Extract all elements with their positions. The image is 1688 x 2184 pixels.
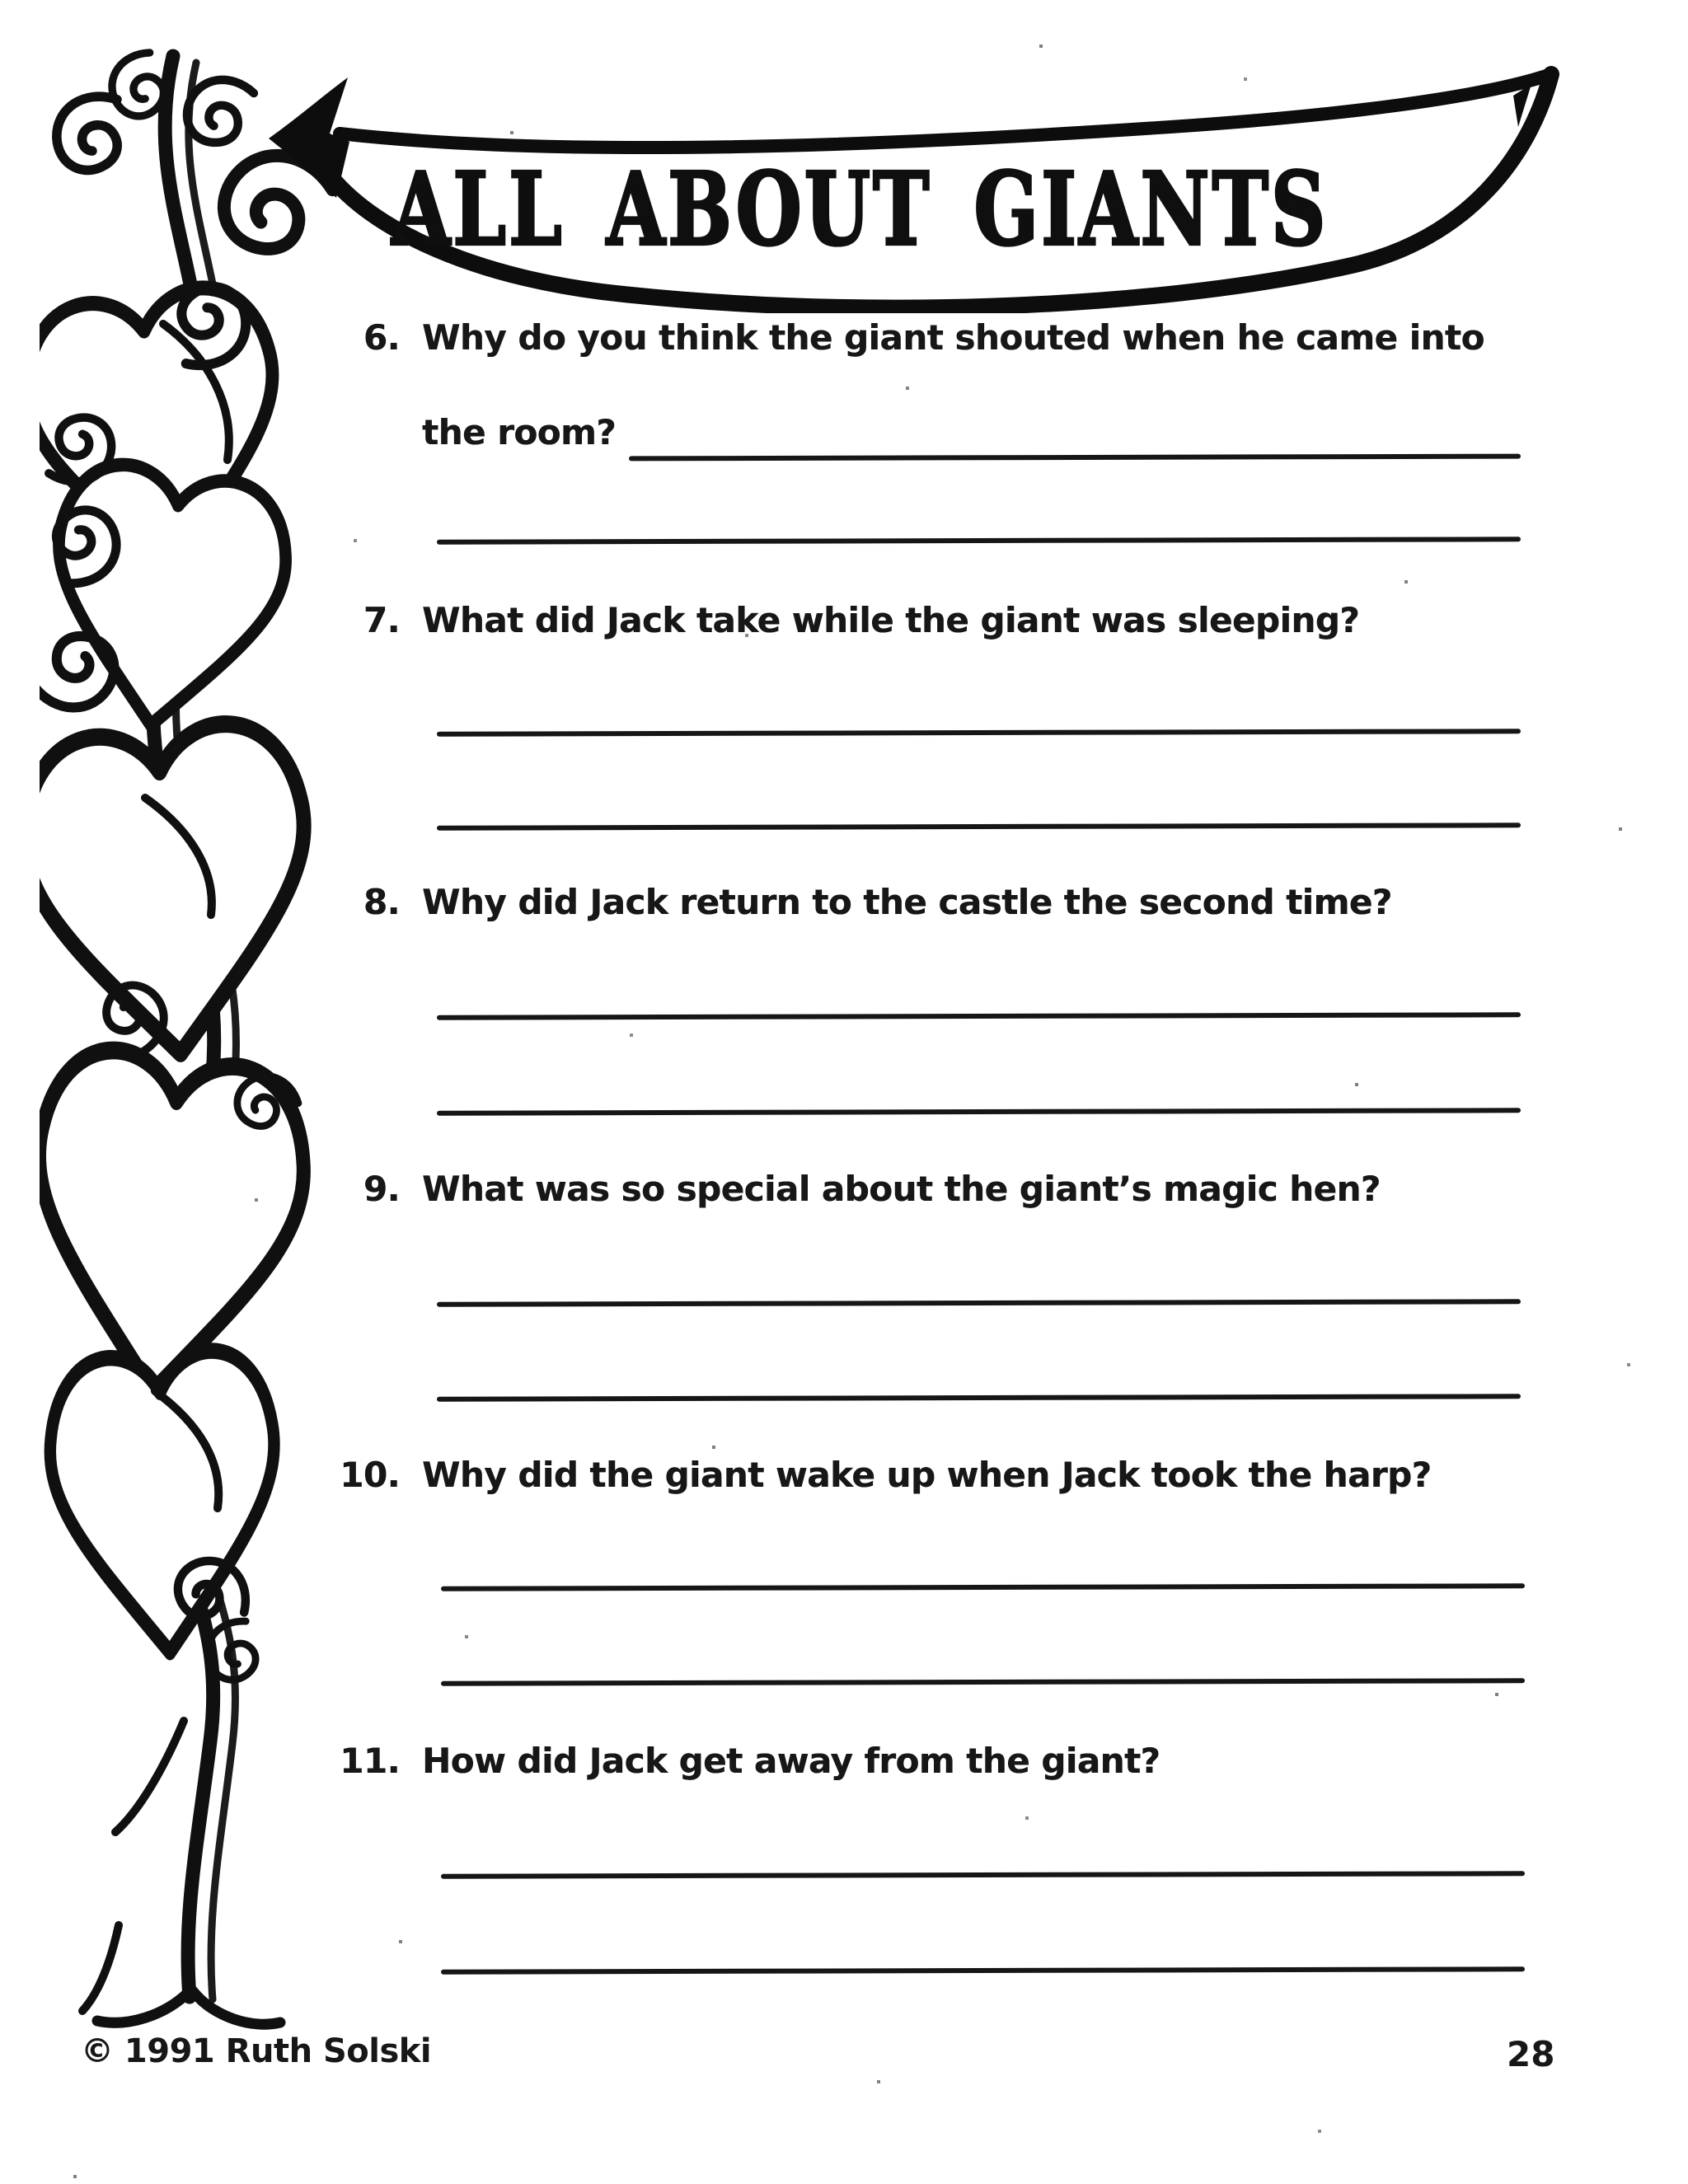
beanstalk-vine-icon (40, 31, 346, 2034)
question-number: 11. (340, 1741, 400, 1781)
answer-line (437, 537, 1521, 544)
answer-line (441, 1871, 1525, 1878)
answer-line (437, 1299, 1521, 1306)
heart-leaves (40, 279, 320, 1661)
question-text-line2: the room? (422, 412, 617, 452)
answer-line (441, 1966, 1525, 1974)
answer-line (437, 1108, 1521, 1115)
scan-noise (0, 0, 2, 2)
page-title: ALL ABOUT GIANTS (392, 151, 1329, 269)
question-text-line1: Why do you think the giant shouted when he came into (422, 317, 1484, 358)
copyright-notice: © 1991 Ruth Solski (81, 2032, 432, 2070)
question-number: 8. (363, 882, 400, 922)
answer-line (437, 1012, 1521, 1019)
question-number: 7. (363, 600, 400, 640)
question-number: 6. (363, 317, 400, 358)
answer-line (437, 823, 1521, 830)
question-text-line1: What was so special about the giant’s magic hen? (422, 1169, 1381, 1209)
page-number: 28 (1507, 2034, 1555, 2074)
question-text-line1: What did Jack take while the giant was sleeping? (422, 600, 1360, 640)
question-text-line1: Why did the giant wake up when Jack took the harp? (422, 1455, 1432, 1495)
answer-line (629, 454, 1521, 462)
answer-line (437, 1394, 1521, 1401)
answer-line (437, 729, 1521, 736)
answer-line (441, 1583, 1525, 1591)
answer-line (441, 1678, 1525, 1685)
question-number: 10. (340, 1455, 400, 1495)
question-text-line1: How did Jack get away from the giant? (422, 1741, 1160, 1781)
banner-arrowhead-icon (269, 77, 349, 198)
question-number: 9. (363, 1169, 400, 1209)
question-text-line1: Why did Jack return to the castle the second time? (422, 882, 1392, 922)
